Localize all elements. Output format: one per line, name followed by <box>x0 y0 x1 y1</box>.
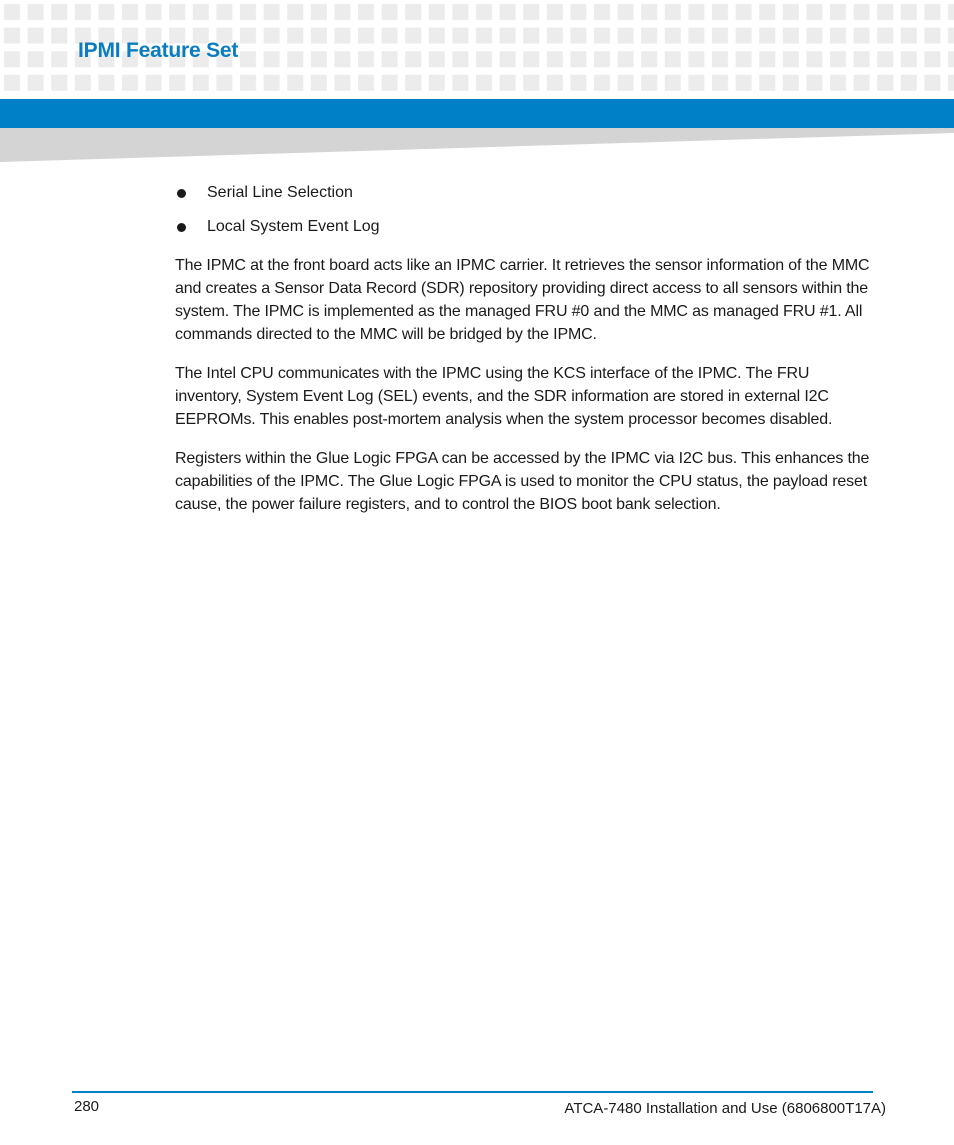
document-reference: ATCA-7480 Installation and Use (6806800T17A) <box>564 1100 886 1117</box>
header-gray-wedge <box>0 128 954 164</box>
paragraph-glue-logic-fpga: Registers within the Glue Logic FPGA can be accessed by the IPMC via I2C bus. This enhances the capabilities of the IPMC. The Glue Logic FPGA is used to monitor the CPU status, the payload reset cause, the power failure registers, and to control the BIOS boot bank selection. <box>175 450 870 513</box>
bullet-list <box>175 182 875 238</box>
list-item <box>175 182 875 204</box>
paragraph-ipmc-carrier: The IPMC at the front board acts like an IPMC carrier. It retrieves the sensor information of the MMC and creates a Sensor Data Record (SDR) repository providing direct access to all sensors within the system. The IPMC is implemented as the managed FRU #0 and the MMC as managed FRU #1. All commands directed to the MMC will be bridged by the IPMC. <box>175 257 870 343</box>
bullet-icon <box>177 223 186 232</box>
paragraph-kcs-interface: The Intel CPU communicates with the IPMC using the KCS interface of the IPMC. The FRU inventory, System Event Log (SEL) events, and the SDR information are stored in external I2C EEPROMs. This enables post-mortem analysis when the system processor becomes disabled. <box>175 365 833 428</box>
page-number: 280 <box>74 1098 100 1115</box>
footer-rule <box>72 1091 873 1093</box>
section-title: IPMI Feature Set <box>78 39 239 62</box>
bullet-text: Serial Line Selection <box>207 184 353 201</box>
header-blue-bar <box>0 99 954 128</box>
bullet-text: Local System Event Log <box>207 218 380 235</box>
main-content <box>175 182 875 532</box>
list-item <box>175 216 875 238</box>
bullet-icon <box>177 189 186 198</box>
